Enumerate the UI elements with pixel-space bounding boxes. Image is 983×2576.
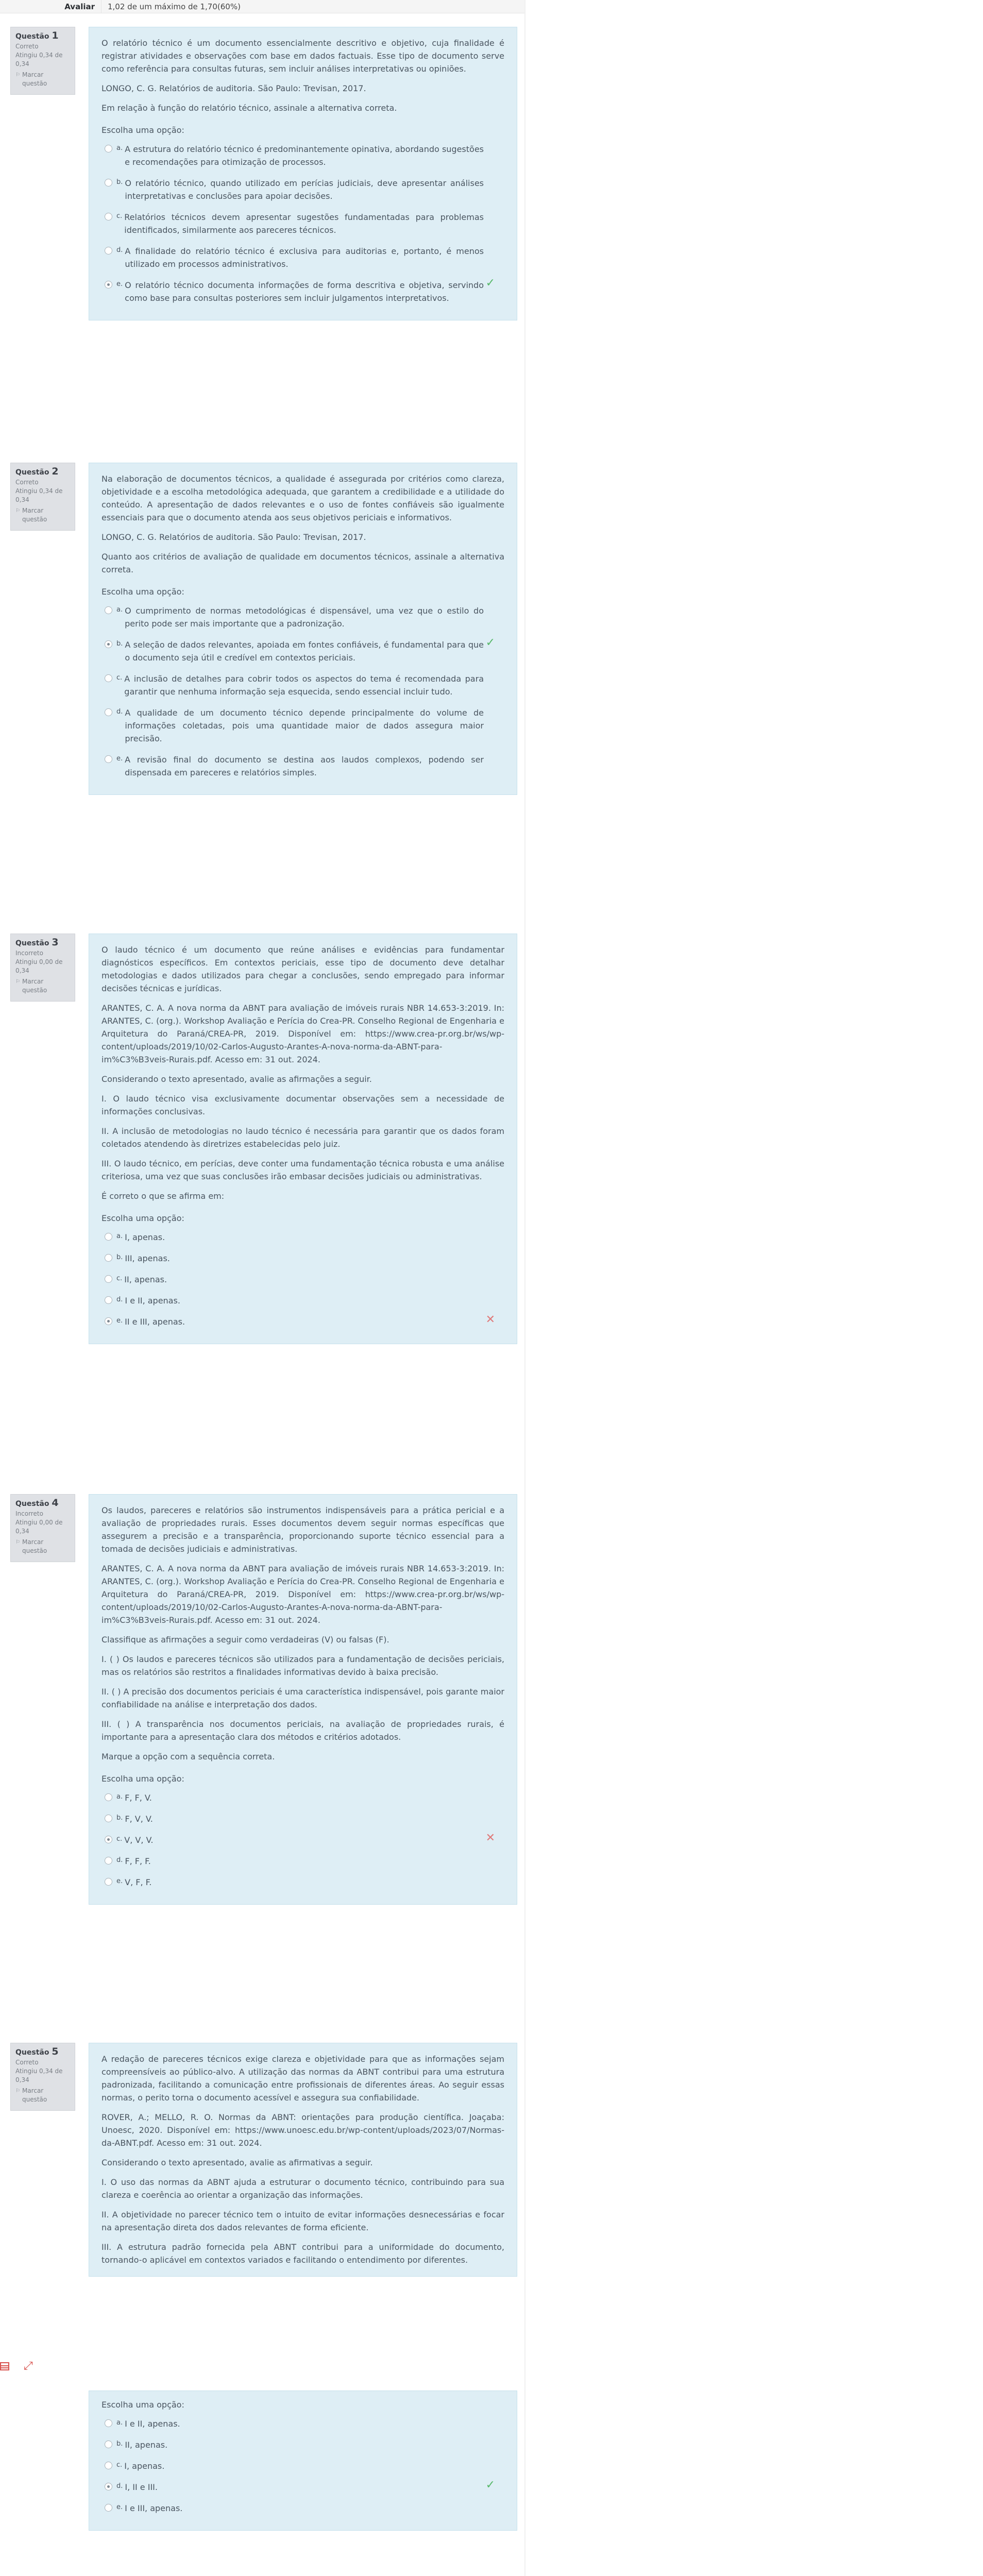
answer-option[interactable]: a. A estrutura do relatório técnico é predominantemente opinativa, abordando sugestões e recomendações para otimização de processos. xyxy=(101,139,504,173)
expand-icon[interactable]: ⤢ xyxy=(24,2360,33,2372)
question-score: Atingiu 0,00 de 0,34 xyxy=(15,958,63,974)
question-label: Questão xyxy=(15,32,49,41)
radio-button[interactable] xyxy=(105,213,112,221)
page-divider xyxy=(524,0,526,2576)
statement-iii: III. A estrutura padrão fornecida pela ABNT contribui para a uniformidade do documento, tornando-o aplicável em contextos variados e facilitando o entendimento por diferentes. xyxy=(101,2242,504,2265)
question-score: Atingiu 0,34 de 0,34 xyxy=(15,2067,63,2083)
answer-prompt: Escolha uma opção: xyxy=(101,1213,184,1223)
answer-option[interactable]: b. O relatório técnico, quando utilizado em perícias judiciais, deve apresentar análises interpretativas e conclusões para apoiar decisões. xyxy=(101,173,504,207)
answer-prompt: Escolha uma opção: xyxy=(101,1774,184,1784)
question-score: Atingiu 0,34 de 0,34 xyxy=(15,52,63,67)
question-reference: LONGO, C. G. Relatórios de auditoria. São Paulo: Trevisan, 2017. xyxy=(101,83,366,93)
question-prompt: Em relação à função do relatório técnico, assinale a alternativa correta. xyxy=(101,103,397,113)
radio-button[interactable] xyxy=(105,145,112,152)
radio-button[interactable] xyxy=(105,2419,112,2427)
flag-icon: ⚐ xyxy=(15,2088,20,2094)
radio-button[interactable] xyxy=(105,1275,112,1283)
flag-icon: ⚐ xyxy=(15,508,20,514)
check-icon: ✓ xyxy=(485,277,495,290)
question-text: Os laudos, pareceres e relatórios são instrumentos indispensáveis para a prática pericial e a avaliação de propriedades rurais. Esses documentos devem seguir normas específicas que assegurem a precisão e a transparência, proporcionando suporte técnico essencial para a tomada de decisões judiciais e administrativas. xyxy=(101,1505,504,1554)
answer-prompt: Escolha uma opção: xyxy=(101,587,184,597)
answer-option[interactable]: b. III, apenas. xyxy=(101,1248,504,1269)
question-instruction: Considerando o texto apresentado, avalie as afirmativas a seguir. xyxy=(101,2158,373,2167)
question-prompt: Quanto aos critérios de avaliação de qualidade em documentos técnicos, assinale a alternativa correta. xyxy=(101,552,504,574)
question-content-3 xyxy=(89,934,517,1344)
answer-option[interactable]: b. II, apenas. xyxy=(101,2434,504,2455)
statement-iii: III. O laudo técnico, em perícias, deve conter uma fundamentação técnica robusta e uma análise criteriosa, uma vez que suas conclusões irão embasar decisões judiciais ou administrativas. xyxy=(101,1159,504,1181)
question-label: Questão xyxy=(15,939,49,947)
question-instruction: Classifique as afirmações a seguir como verdadeiras (V) ou falsas (F). xyxy=(101,1635,389,1645)
question-text: Na elaboração de documentos técnicos, a qualidade é assegurada por critérios como clareza, objetividade e a escolha metodológica adequada, que garantem a credibilidade e a utilidade do conteúdo. A apresentação de dados relevantes e o uso de fontes confiáveis são igualmente essenciais para que o documento atenda aos seus objetivos periciais e informativos. xyxy=(101,474,504,522)
review-value: 1,02 de um máximo de 1,70(60%) xyxy=(101,0,241,13)
question-reference: ARANTES, C. A. A nova norma da ABNT para avaliação de imóveis rurais NBR 14.653-3:2019. In: ARANTES, C. (org.). Workshop Avaliação e Perícia do Crea-PR. Conselho Regional de Engenharia e Arquitetura do Paraná/CREA-PR, 2019. Disponível em: https://www.crea-pr.org.br/ws/wp-content/uploads/2019/10/02-Carlos-Augusto-Arantes-A-nova-norma-da-ABNT-para-im%C3%B3veis-Rurais.pdf. Acesso em: 31 out. 2024. xyxy=(101,1003,504,1064)
question-text: O relatório técnico é um documento essencialmente descritivo e objetivo, cuja finalidade é registrar atividades e observações com base em dados factuais. Esse tipo de documento serve como referência para consultas futuras, sem incluir análises interpretativas ou opiniões. xyxy=(101,38,504,74)
flag-icon: ⚐ xyxy=(15,979,20,985)
answer-option[interactable]: c. II, apenas. xyxy=(101,1269,504,1290)
radio-button[interactable] xyxy=(105,247,112,255)
statement-i: I. O uso das normas da ABNT ajuda a estruturar o documento técnico, contribuindo para sua clareza e coerência ao orientar a organização das informações. xyxy=(101,2177,504,2200)
radio-button-checked[interactable] xyxy=(105,281,112,289)
radio-button[interactable] xyxy=(105,2441,112,2448)
question-number: 3 xyxy=(52,937,59,948)
question-score: Atingiu 0,00 de 0,34 xyxy=(15,1519,63,1535)
answer-option[interactable]: a. I e II, apenas. xyxy=(101,2413,504,2434)
answer-option-selected[interactable]: d. I, II e III. ✓ xyxy=(101,2477,504,2498)
question-number: 1 xyxy=(52,30,59,41)
answer-prompt: Escolha uma opção: xyxy=(101,125,184,135)
answer-option[interactable]: e. I e III, apenas. xyxy=(101,2498,504,2519)
question-content-5-options xyxy=(89,2391,517,2531)
statement-i: I. ( ) Os laudos e pareceres técnicos são utilizados para a fundamentação de decisões periciais, mas os relatórios são restritos a finalidades informativas devido à baixa precisão. xyxy=(101,1654,504,1677)
cross-icon: ✕ xyxy=(485,1313,495,1326)
floating-toolbar xyxy=(0,2360,33,2372)
answer-prompt: Escolha uma opção: xyxy=(101,2400,184,2410)
question-status: Correto xyxy=(15,2059,39,2066)
question-prompt: Marque a opção com a sequência correta. xyxy=(101,1752,275,1761)
answer-option[interactable]: d. A qualidade de um documento técnico depende principalmente do volume de informações coletadas, pois uma quantidade maior de dados assegura maior precisão. xyxy=(101,702,504,749)
answer-option-selected[interactable]: e. O relatório técnico documenta informações de forma descritiva e objetiva, servindo como base para consultas posteriores sem incluir julgamentos interpretativos. ✓ xyxy=(101,275,504,309)
question-text: A redação de pareceres técnicos exige clareza e objetividade para que as informações sejam compreensíveis ao público-alvo. A utilização das normas da ABNT contribui para uma estrutura padronizada, facilitando a comunicação entre profissionais de diferentes áreas. Ao seguir essas normas, o perito torna o documento acessível e assegura sua confiabilidade. xyxy=(101,2054,504,2103)
check-icon: ✓ xyxy=(485,2479,495,2492)
statement-i: I. O laudo técnico visa exclusivamente documentar observações sem a necessidade de informações conclusivas. xyxy=(101,1094,504,1116)
answer-option[interactable]: a. O cumprimento de normas metodológicas é dispensável, uma vez que o estilo do perito pode ser mais importante que a padronização. xyxy=(101,600,504,634)
question-content-2 xyxy=(89,463,517,795)
question-prompt: É correto o que se afirma em: xyxy=(101,1191,225,1201)
question-status: Correto xyxy=(15,479,39,486)
radio-button[interactable] xyxy=(105,1857,112,1865)
radio-button[interactable] xyxy=(105,1233,112,1241)
question-reference: ARANTES, C. A. A nova norma da ABNT para avaliação de imóveis rurais NBR 14.653-3:2019. In: ARANTES, C. (org.). Workshop Avaliação e Perícia do Crea-PR. Conselho Regional de Engenharia e Arquitetura do Paraná/CREA-PR, 2019. Disponível em: https://www.crea-pr.org.br/ws/wp-content/uploads/2019/10/02-Carlos-Augusto-Arantes-A-nova-norma-da-ABNT-para-im%C3%B3veis-Rurais.pdf. Acesso em: 31 out. 2024. xyxy=(101,1564,504,1625)
radio-button-checked[interactable] xyxy=(105,2483,112,2490)
question-reference: LONGO, C. G. Relatórios de auditoria. São Paulo: Trevisan, 2017. xyxy=(101,532,366,542)
answer-option-selected[interactable]: c. V, V, V. ✕ xyxy=(101,1829,504,1851)
flag-question-link[interactable]: ⚐ Marcar questão xyxy=(15,978,47,994)
question-status: Incorreto xyxy=(15,1510,43,1517)
question-score: Atingiu 0,34 de 0,34 xyxy=(15,487,63,503)
radio-button[interactable] xyxy=(105,755,112,763)
radio-button[interactable] xyxy=(105,708,112,716)
cross-icon: ✕ xyxy=(485,1832,495,1844)
answer-option[interactable]: d. I e II, apenas. xyxy=(101,1290,504,1311)
statement-ii: II. ( ) A precisão dos documentos periciais é uma característica indispensável, pois garante maior confiabilidade na análise e interpretação dos dados. xyxy=(101,1687,504,1709)
radio-button[interactable] xyxy=(105,2504,112,2512)
question-label: Questão xyxy=(15,468,49,477)
flag-icon: ⚐ xyxy=(15,72,20,78)
radio-button[interactable] xyxy=(105,1815,112,1822)
answer-option[interactable]: e. V, F, F. xyxy=(101,1872,504,1893)
question-instruction: Considerando o texto apresentado, avalie as afirmações a seguir. xyxy=(101,1074,372,1084)
answer-option[interactable]: a. I, apenas. xyxy=(101,1227,504,1248)
statement-ii: II. A inclusão de metodologias no laudo técnico é necessária para garantir que os dados foram coletados atendendo às diretrizes estabelecidas pelo juiz. xyxy=(101,1126,504,1149)
answer-option[interactable]: d. F, F, F. xyxy=(101,1851,504,1872)
radio-button[interactable] xyxy=(105,1296,112,1304)
radio-button[interactable] xyxy=(105,179,112,187)
review-label: Avaliar xyxy=(64,2,95,11)
question-label: Questão xyxy=(15,2048,49,2057)
answer-option[interactable]: c. A inclusão de detalhes para cobrir todos os aspectos do tema é recomendada para garantir que nenhuma informação seja esquecida, sendo essencial incluir tudo. xyxy=(101,668,504,702)
answer-option[interactable]: e. A revisão final do documento se destina aos laudos complexos, podendo ser dispensada em pareceres e relatórios simples. xyxy=(101,749,504,783)
radio-button[interactable] xyxy=(105,1793,112,1801)
question-info-3 xyxy=(10,934,75,1002)
radio-button-checked[interactable] xyxy=(105,640,112,648)
question-status: Correto xyxy=(15,43,39,50)
radio-button[interactable] xyxy=(105,606,112,614)
question-content-4 xyxy=(89,1494,517,1905)
flag-question-link[interactable]: ⚐ Marcar questão xyxy=(15,2087,47,2103)
answer-option-selected[interactable]: b. A seleção de dados relevantes, apoiada em fontes confiáveis, é fundamental para que o documento seja útil e credível em contextos periciais. ✓ xyxy=(101,634,504,668)
radio-button[interactable] xyxy=(105,1254,112,1262)
flag-question-link[interactable]: ⚐ Marcar questão xyxy=(15,507,47,523)
question-reference: ROVER, A.; MELLO, R. O. Normas da ABNT: orientações para produção científica. Joaçaba: Unoesc, 2020. Disponível em: https://www.unoesc.edu.br/wp-content/uploads/2023/07/Normas-da-ABNT.pdf. Acesso em: 31 out. 2024. xyxy=(101,2112,504,2148)
question-info-4 xyxy=(10,1494,75,1562)
radio-button-checked[interactable] xyxy=(105,1317,112,1325)
question-status: Incorreto xyxy=(15,950,43,957)
radio-button[interactable] xyxy=(105,2462,112,2469)
flag-question-link[interactable]: ⚐ Marcar questão xyxy=(15,71,47,87)
question-info-5 xyxy=(10,2043,75,2111)
answer-option[interactable]: d. A finalidade do relatório técnico é exclusiva para auditorias e, portanto, é menos utilizado em processos administrativos. xyxy=(101,241,504,275)
question-content-5 xyxy=(89,2043,517,2277)
question-text: O laudo técnico é um documento que reúne análises e evidências para fundamentar diagnósticos específicos. Em contextos periciais, esse tipo de documento deve detalhar metodologias e dados utilizados para chegar a conclusões, sendo empregado para informar decisões técnicas e jurídicas. xyxy=(101,945,504,993)
question-number: 5 xyxy=(52,2046,59,2057)
flag-icon: ⚐ xyxy=(15,1539,20,1545)
check-icon: ✓ xyxy=(485,636,495,649)
answer-option[interactable]: c. Relatórios técnicos devem apresentar sugestões fundamentadas para problemas identificados, similarmente aos pareceres técnicos. xyxy=(101,207,504,241)
flag-question-link[interactable]: ⚐ Marcar questão xyxy=(15,1538,47,1554)
radio-button-checked[interactable] xyxy=(105,1836,112,1843)
radio-button[interactable] xyxy=(105,674,112,682)
grid-icon[interactable] xyxy=(0,2362,9,2370)
question-content-1 xyxy=(89,27,517,320)
radio-button[interactable] xyxy=(105,1878,112,1886)
question-info-1 xyxy=(10,27,75,95)
answer-option[interactable]: b. F, V, V. xyxy=(101,1808,504,1829)
statement-iii: III. ( ) A transparência nos documentos periciais, na avaliação de propriedades rurais, é importante para a apresentação clara dos métodos e critérios adotados. xyxy=(101,1719,504,1742)
statement-ii: II. A objetividade no parecer técnico tem o intuito de evitar informações desnecessárias e focar na apresentação direta dos dados relevantes de forma eficiente. xyxy=(101,2210,504,2232)
answer-option[interactable]: c. I, apenas. xyxy=(101,2455,504,2477)
review-summary-bar xyxy=(0,0,526,13)
answer-option-selected[interactable]: e. II e III, apenas. ✕ xyxy=(101,1311,504,1332)
question-number: 4 xyxy=(52,1497,59,1509)
answer-option[interactable]: a. F, F, V. xyxy=(101,1787,504,1808)
question-info-2 xyxy=(10,463,75,531)
question-number: 2 xyxy=(52,466,59,477)
question-label: Questão xyxy=(15,1500,49,1508)
